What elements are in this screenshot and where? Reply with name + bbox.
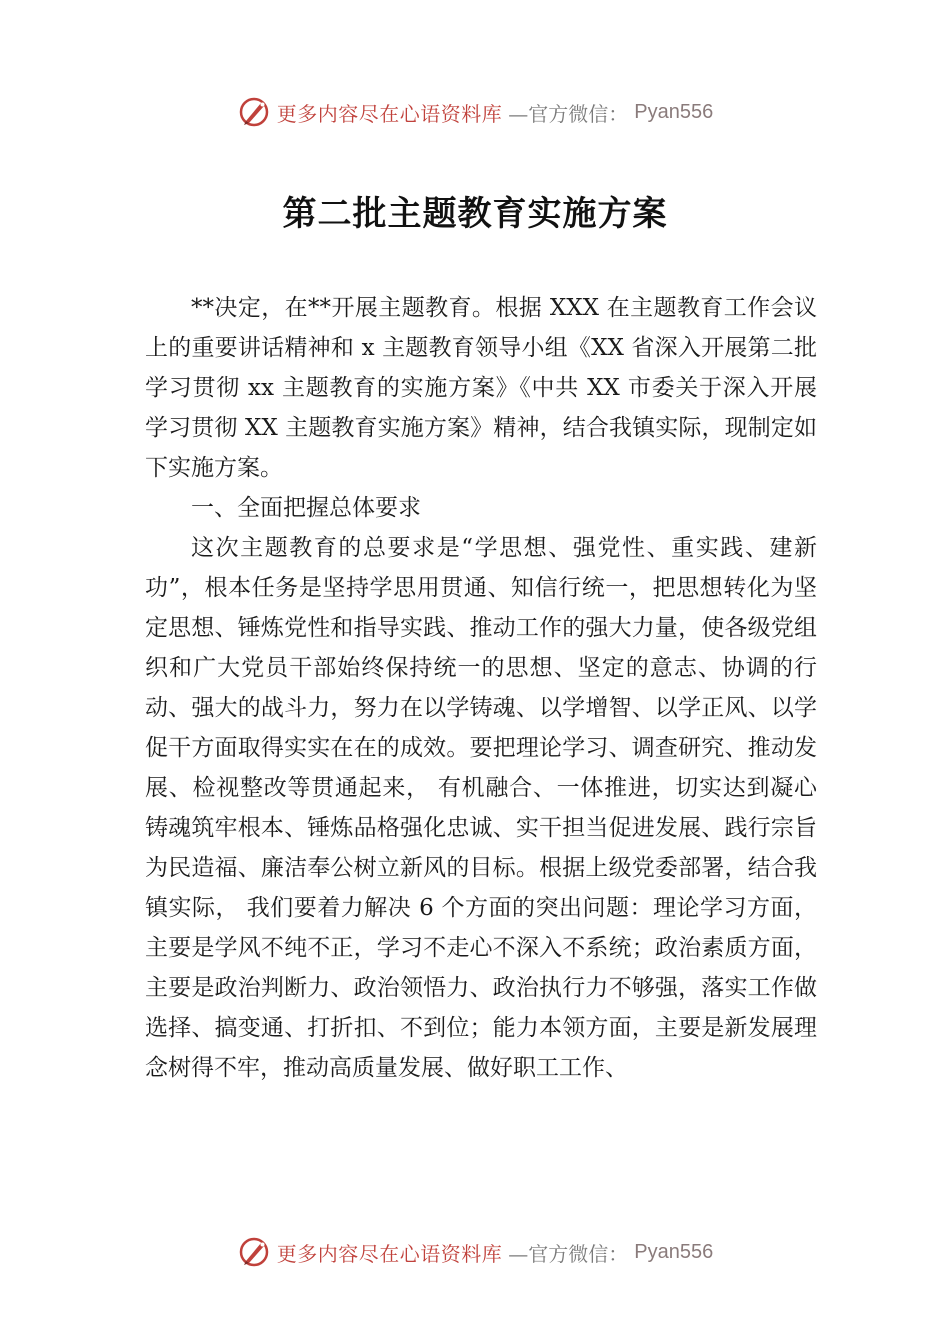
- document-body: [145, 288, 817, 1088]
- document-title: 第二批主题教育实施方案: [282, 194, 668, 234]
- footer-banner: [0, 1232, 950, 1272]
- banner-wechat-id: Pyan556: [634, 1240, 714, 1263]
- banner-separator: —官方微信：: [508, 101, 629, 126]
- banner-text: 更多内容尽在心语资料库: [276, 1241, 503, 1266]
- banner-separator: —官方微信：: [508, 1241, 629, 1266]
- pen-logo-icon: [237, 95, 271, 129]
- banner-wechat-id: Pyan556: [634, 100, 714, 123]
- banner-text: 更多内容尽在心语资料库: [276, 101, 503, 126]
- paragraph-intro: **决定，在**开展主题教育。根据 XXX 在主题教育工作会议上的重要讲话精神和 x 主题教育领导小组《XX 省深入开展第二批学习贯彻 xx 主题教育的实施方案》《中共 XX 市委关于深入开展学习贯彻 XX 主题教育实施方案》精神，结合我镇实际，现制定如下实施方案。: [145, 295, 817, 481]
- paragraph-requirements: 这次主题教育的总要求是“学思想、强党性、重实践、建新功”，根本任务是坚持学思用贯通、知信行统一，把思想转化为坚定思想、锤炼党性和指导实践、推动工作的强大力量，使各级党组织和广大党员干部始终保持统一的思想、坚定的意志、协调的行动、强大的战斗力，努力在以学铸魂、以学增智、以学正风、以学促干方面取得实实在在的成效。要把理论学习、调查研究、推动发展、检视整改等贯通起来， 有机融合、一体推进，切实达到凝心铸魂筑牢根本、锤炼品格强化忠诚、实干担当促进发展、践行宗旨为民造福、廉洁奉公树立新风的目标。根据上级党委部署，结合我镇实际， 我们要着力解决 6 个方面的突出问题：理论学习方面，主要是学风不纯不正，学习不走心不深入不系统；政治素质方面， 主要是政治判断力、政治领悟力、政治执行力不够强，落实工作做选择、搞变通、打折扣、不到位；能力本领方面，主要是新发展理念树得不牢，推动高质量发展、做好职工工作、: [145, 535, 817, 1081]
- section-heading: 一、全面把握总体要求: [191, 495, 421, 521]
- pen-logo-icon: [237, 1235, 271, 1269]
- header-banner: [0, 92, 950, 132]
